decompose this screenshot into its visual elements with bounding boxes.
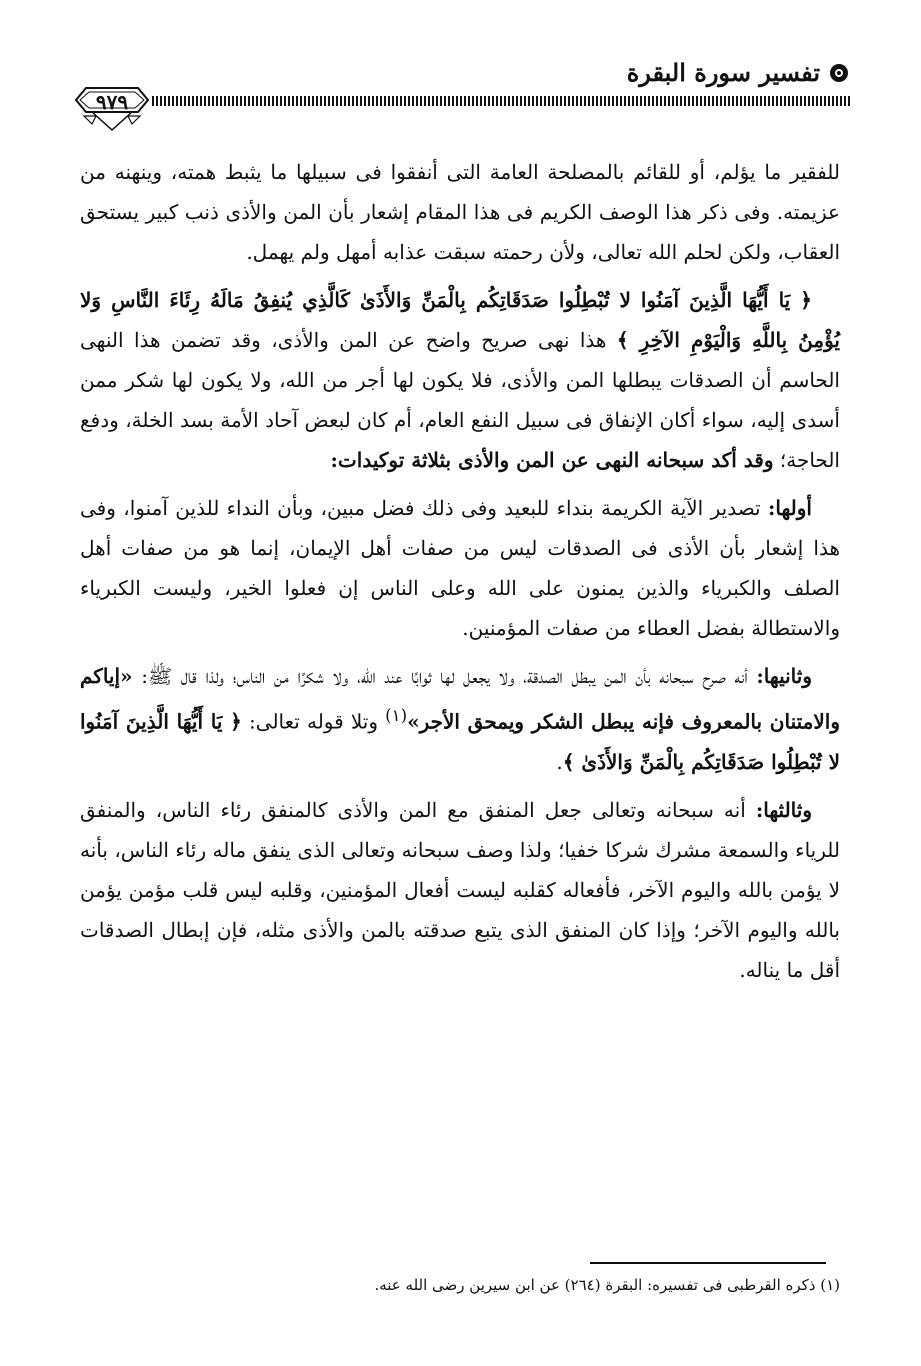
page-header: [60, 52, 850, 142]
flower-ornament-icon: [828, 62, 850, 84]
emphasis-text: وقد أكد سبحانه النهى عن المن والأذى بثلاثة توكيدات:: [330, 448, 774, 472]
point-label: وثانيها:: [756, 664, 812, 688]
page-number: ٩٧٩: [95, 90, 129, 114]
paragraph-text: تصدير الآية الكريمة بنداء للبعيد وفى ذلك فضل مبين، وبأن النداء للذين آمنوا، وفى هذا إشعار بأن الأذى فى الصدقات ليس من صفات أهل الإيمان، إنما هو من صفات أهل الصلف والكبرياء والذين يمنون على الله وعلى الناس إن فعلوا الخير، وليست الكبرياء والاستطالة بفضل العطاء من صفات المؤمنين.: [80, 496, 840, 640]
page-body: [80, 152, 840, 990]
paragraph-text: أنه سبحانه وتعالى جعل المنفق مع المن والأذى كالمنفق رئاء الناس، والمنفق للرياء والسمعة مشرك شركا خفيا؛ ولذا وصف سبحانه وتعالى الذى ينفق ماله رئاء الناس، بأنه لا يؤمن بالله واليوم الآخر، فأفعاله كقلبه ليست أفعال المؤمنين، وقلبه ليس قلب مؤمن يؤمن بالله واليوم الآخر؛ وإذا كان المنفق الذى يتبع صدقته بالمن والأذى مثله، فإن إبطال الصدقات أقل ما يناله.: [80, 797, 840, 982]
point-label: أولها:: [767, 496, 812, 520]
hadith-quote: «إياكم والامتنان بالمعروف فإنه يبطل الشكر ويمحق الأجر»: [80, 664, 840, 734]
quran-verse: ﴿ يَا أَيُّهَا الَّذِينَ آمَنُوا لا تُبْطِلُوا صَدَقَاتِكُم بِالْمَنِّ وَالأَذَىٰ ﴾: [80, 709, 840, 774]
paragraph-2: [80, 280, 840, 480]
page-number-badge: [70, 68, 154, 138]
footnote: (١) ذكره القرطبى فى تفسيره: البقرة (٢٦٤) عن ابن سيرين رضى الله عنه.: [374, 1276, 840, 1294]
quran-verse: ﴿ يَا أَيُّهَا الَّذِينَ آمَنُوا لا تُبْطِلُوا صَدَقَاتِكُم بِالْمَنِّ وَالأَذَىٰ كَالَّذِي يُنفِقُ مَالَهُ رِئَاءَ النَّاسِ وَلا يُؤْمِنُ بِاللَّهِ وَالْيَوْمِ الآخِرِ ﴾: [80, 288, 840, 352]
paragraph-3: [80, 488, 840, 648]
header-rule: [152, 96, 850, 106]
paragraph-5: [80, 790, 840, 990]
point-label: وثالثها:: [755, 797, 812, 822]
footnote-divider: [590, 1262, 826, 1264]
paragraph-1: للفقير ما يؤلم، أو للقائم بالمصلحة العامة التى أنفقوا فى سبيلها ما يثبط همته، وينهنه من عزيمته. وفى ذكر هذا الوصف الكريم فى هذا المقام إشعار بأن المن والأذى ذنب كبير يستحق العقاب، ولكن لحلم الله تعالى، ولأن رحمته سبقت عذابه أمهل ولم يهمل.: [80, 160, 840, 264]
paragraph-text: وتلا قوله تعالى:: [241, 709, 386, 734]
paragraph-4: [80, 656, 840, 782]
paragraph-text: أنه صرح سبحانه بأن المن يبطل الصدقة، ولا يجعل لها ثوابًا عند الله، ولا شكرًا من الناس؛ ولذا قال ﷺ:: [132, 664, 757, 688]
paragraph-text: .: [556, 749, 563, 774]
paragraph-text: هذا نهى صريح واضح عن المن والأذى، وقد تضمن هذا النهى الحاسم أن الصدقات يبطلها المن والأذى، فلا يكون لها أجر من الله، ولا يكون لها شكر ممن أسدى إليه، سواء أكان الإنفاق فى سبيل النفع العام، أم كان لبعض آحاد الأمة بسد الخلة، ودفع الحاجة؛: [80, 328, 840, 472]
surah-title: تفسير سورة البقرة: [626, 58, 820, 87]
footnote-ref: (١): [385, 706, 408, 725]
